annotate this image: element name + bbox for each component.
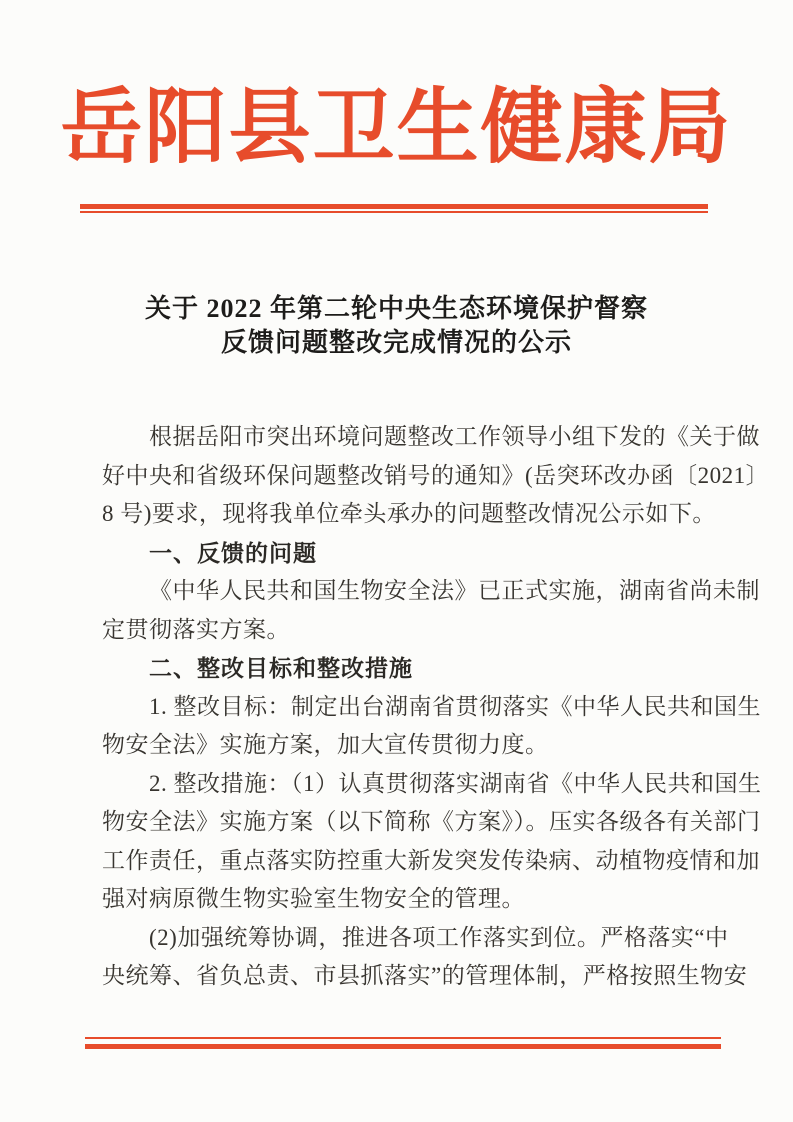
body-line: 定贯彻落实方案。 (102, 616, 290, 642)
footer-divider (85, 1037, 721, 1049)
body-line: 根据岳阳市突出环境问题整改工作领导小组下发的《关于做 (149, 424, 760, 449)
document-body (102, 418, 770, 996)
body-line: 1. 整改目标：制定出台湖南省贯彻落实《中华人民共和国生 (149, 693, 761, 719)
body-line: 8 号)要求，现将我单位牵头承办的问题整改情况公示如下。 (102, 501, 716, 526)
document-title-line1: 关于 2022 年第二轮中央生态环境保护督察 (144, 294, 648, 323)
section-heading: 一、反馈的问题 (149, 539, 317, 566)
body-line: 强对病原微生物实验室生物安全的管理。 (102, 886, 525, 911)
body-line: 物安全法》实施方案，加大宣传贯彻力度。 (102, 732, 549, 757)
document-title-line2: 反馈问题整改完成情况的公示 (220, 328, 572, 357)
letterhead-org-name: 岳阳县卫生健康局 (60, 82, 733, 173)
body-line: 好中央和省级环保问题整改销号的通知》(岳突环改办函〔2021〕 (102, 462, 770, 488)
body-line: 工作责任，重点落实防控重大新发突发传染病、动植物疫情和加 (102, 847, 760, 873)
document-title (0, 292, 793, 360)
body-line: 《中华人民共和国生物安全法》已正式实施，湖南省尚未制 (149, 578, 760, 603)
body-line: 央统筹、省负总责、市县抓落实”的管理体制，严格按照生物安 (102, 963, 748, 988)
letterhead-divider (80, 204, 708, 213)
body-line: 2. 整改措施：（1）认真贯彻落实湖南省《中华人民共和国生 (149, 770, 762, 796)
body-line: (2)加强统筹协调，推进各项工作落实到位。严格落实“中 (149, 924, 729, 950)
section-heading: 二、整改目标和整改措施 (149, 655, 413, 681)
body-line: 物安全法》实施方案（以下简称《方案》）。压实各级各有关部门 (102, 809, 761, 834)
